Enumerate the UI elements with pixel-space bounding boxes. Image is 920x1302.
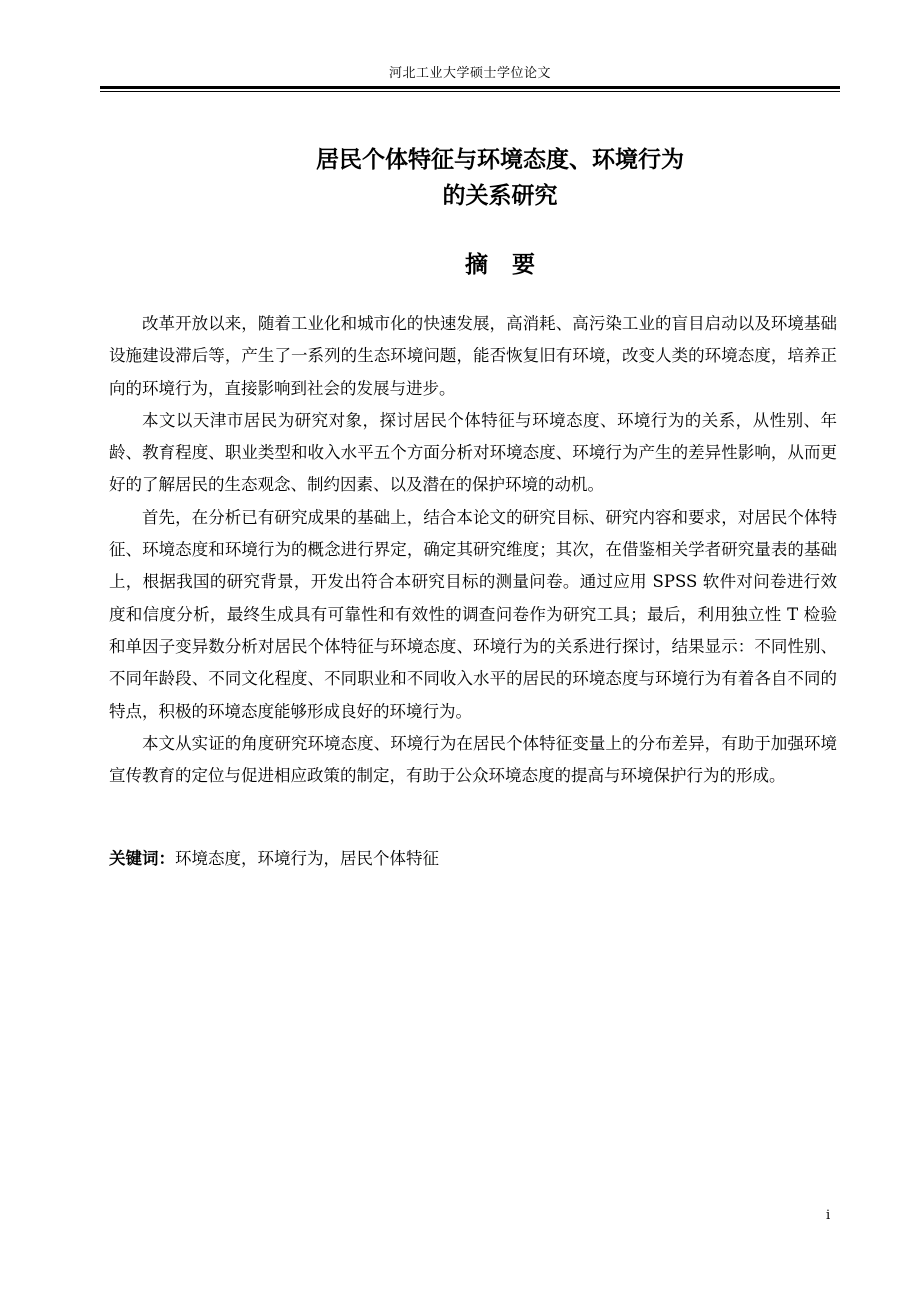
abstract-paragraph: 首先，在分析已有研究成果的基础上，结合本论文的研究目标、研究内容和要求，对居民个体特征、环境态度和环境行为的概念进行界定，确定其研究维度；其次，在借鉴相关学者研究量表的基础上，根据我国的研究背景，开发出符合本研究目标的测量问卷。通过应用 SPSS 软件对问卷进行效度和信度分析，最终生成具有可靠性和有效性的调查问卷作为研究工具；最后，利用独立性 T 检验和单因子变异数分析对居民个体特征与环境态度、环境行为的关系进行探讨，结果显示：不同性别、不同年龄段、不同文化程度、不同职业和不同收入水平的居民的环境态度与环境行为有着各自不同的特点，积极的环境态度能够形成良好的环境行为。: [109, 507, 837, 721]
abstract-paragraph: 改革开放以来，随着工业化和城市化的快速发展，高消耗、高污染工业的盲目启动以及环境基础设施建设滞后等，产生了一系列的生态环境问题，能否恢复旧有环境，改变人类的环境态度，培养正向的环境行为，直接影响到社会的发展与进步。: [109, 314, 837, 398]
abstract-paragraph: 本文以天津市居民为研究对象，探讨居民个体特征与环境态度、环境行为的关系，从性别、年龄、教育程度、职业类型和收入水平五个方面分析对环境态度、环境行为产生的差异性影响，从而更好的了解居民的生态观念、制约因素、以及潜在的保护环境的动机。: [109, 410, 837, 495]
paper-title-line-1: 居民个体特征与环境态度、环境行为: [316, 146, 684, 173]
abstract-heading: 摘要: [465, 251, 559, 278]
keywords-label: 关键词：: [109, 849, 175, 868]
page-number: i: [826, 1208, 831, 1223]
paper-title: [100, 142, 900, 214]
abstract-body: [109, 308, 837, 792]
keywords-value: 环境态度，环境行为，居民个体特征: [175, 849, 439, 868]
paper-title-line-2: 的关系研究: [442, 182, 558, 209]
running-header: 河北工业大学硕士学位论文: [388, 66, 551, 81]
header-rule-thin: [100, 91, 840, 92]
header-rule-thick: [100, 86, 840, 89]
abstract-paragraph: 本文从实证的角度研究环境态度、环境行为在居民个体特征变量上的分布差异，有助于加强环境宣传教育的定位与促进相应政策的制定，有助于公众环境态度的提高与环境保护行为的形成。: [109, 733, 837, 786]
keywords: [109, 845, 837, 873]
